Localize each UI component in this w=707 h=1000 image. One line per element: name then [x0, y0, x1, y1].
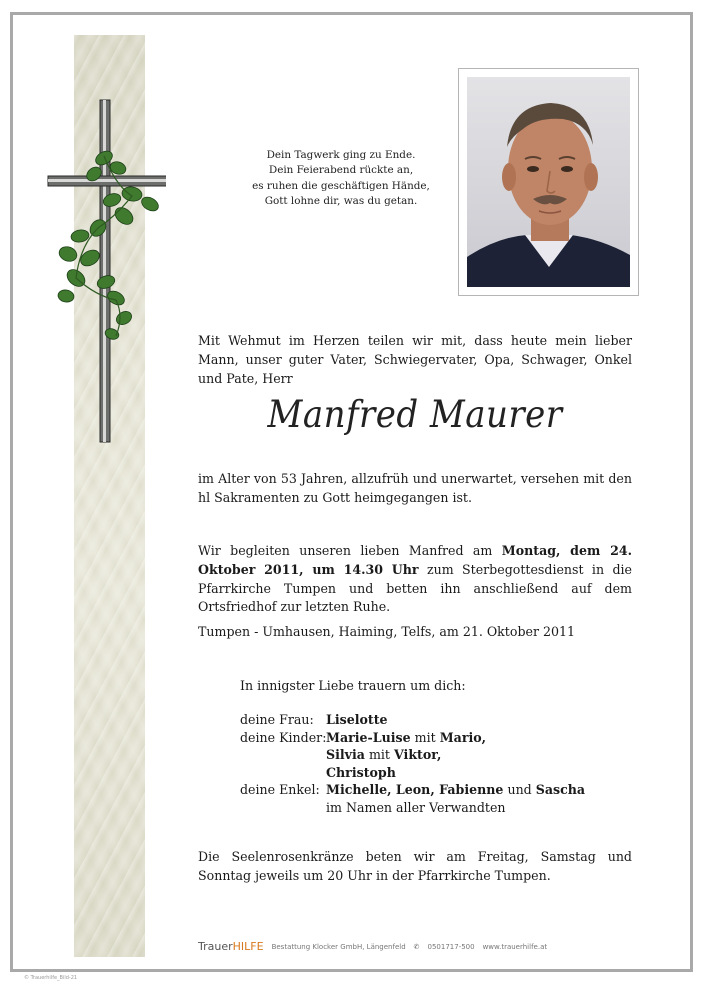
relatives-row	[240, 746, 585, 764]
phone-number: 0501717-500	[427, 942, 475, 951]
connector-text: und	[503, 782, 536, 798]
copyright-note: © Trauerhilfe_Bild-21	[24, 975, 78, 981]
rosary-text: Die Seelenrosenkränze beten wir am Freitag, Samstag und Sonntag jeweils um 20 Uhr in der Pfarrkirche Tumpen.	[198, 849, 632, 883]
poem	[248, 148, 434, 210]
relative-name: Silvia	[326, 747, 365, 763]
poem-line: Dein Feierabend rückte an,	[268, 164, 414, 177]
relatives-row	[240, 711, 585, 729]
relative-name: Christoph	[326, 764, 396, 780]
funeral-date: Montag, dem 24. Oktober 2011, um 14.30 Uhr	[198, 543, 632, 577]
relation-label: deine Enkel:	[240, 782, 320, 798]
relatives-row	[240, 729, 585, 747]
age-text: im Alter von 53 Jahren, allzufrüh und unerwartet, versehen mit den hl Sakramenten zu Gott heimgegangen ist.	[198, 471, 632, 505]
relatives-list	[240, 711, 585, 817]
deceased-name: Manfred Maurer	[267, 393, 563, 436]
funeral-part-1: Wir begleiten unseren lieben Manfred am	[198, 543, 502, 558]
relative-name: Marie-Luise	[326, 729, 411, 745]
connector-text: mit	[364, 747, 394, 763]
phone-icon: ✆	[413, 942, 420, 951]
cross-with-ivy-icon	[46, 96, 166, 446]
portrait-photo	[458, 68, 639, 296]
brand-logo	[198, 940, 264, 953]
relatives-row	[240, 781, 585, 799]
connector-text: mit	[410, 729, 440, 745]
relative-name: Viktor,	[393, 747, 442, 763]
brand-part: Trauer	[198, 940, 233, 953]
relatives-row	[240, 764, 585, 782]
mourning-heading: In innigster Liebe trauern um dich:	[240, 678, 466, 693]
place-date: Tumpen - Umhausen, Haiming, Telfs, am 21. Oktober 2011	[198, 624, 576, 639]
intro-text: Mit Wehmut im Herzen teilen wir mit, dass heute mein lieber Mann, unser guter Vater, Schwiegervater, Opa, Schwager, Onkel und Pate, Herr	[198, 333, 632, 386]
relative-name: Liselotte	[326, 712, 388, 727]
relatives-row	[240, 799, 585, 817]
brand-part: HILFE	[232, 940, 264, 953]
relation-label: deine Kinder:	[240, 729, 327, 745]
relative-name: Mario,	[439, 729, 487, 745]
company-name: Bestattung Klocker GmbH, Längenfeld	[271, 942, 406, 951]
website-link[interactable]: www.trauerhilfe.at	[482, 942, 548, 951]
poem-line: Dein Tagwerk ging zu Ende.	[266, 149, 416, 161]
relative-name: Sascha	[535, 782, 586, 798]
footer	[198, 940, 547, 953]
funeral-part-2: zum Sterbegottesdienst in die Pfarrkirche Tumpen und betten ihn anschließend auf dem Ortsfriedhof zur letzten Ruhe.	[198, 561, 633, 615]
poem-line: Gott lohne dir, was du getan.	[264, 195, 418, 208]
poem-line: es ruhen die geschäftigen Hände,	[252, 179, 430, 192]
relative-name: Michelle, Leon, Fabienne	[326, 782, 504, 798]
funeral-text	[198, 542, 632, 617]
relation-label: deine Frau:	[240, 712, 314, 727]
relatives-note: im Namen aller Verwandten	[326, 799, 506, 815]
